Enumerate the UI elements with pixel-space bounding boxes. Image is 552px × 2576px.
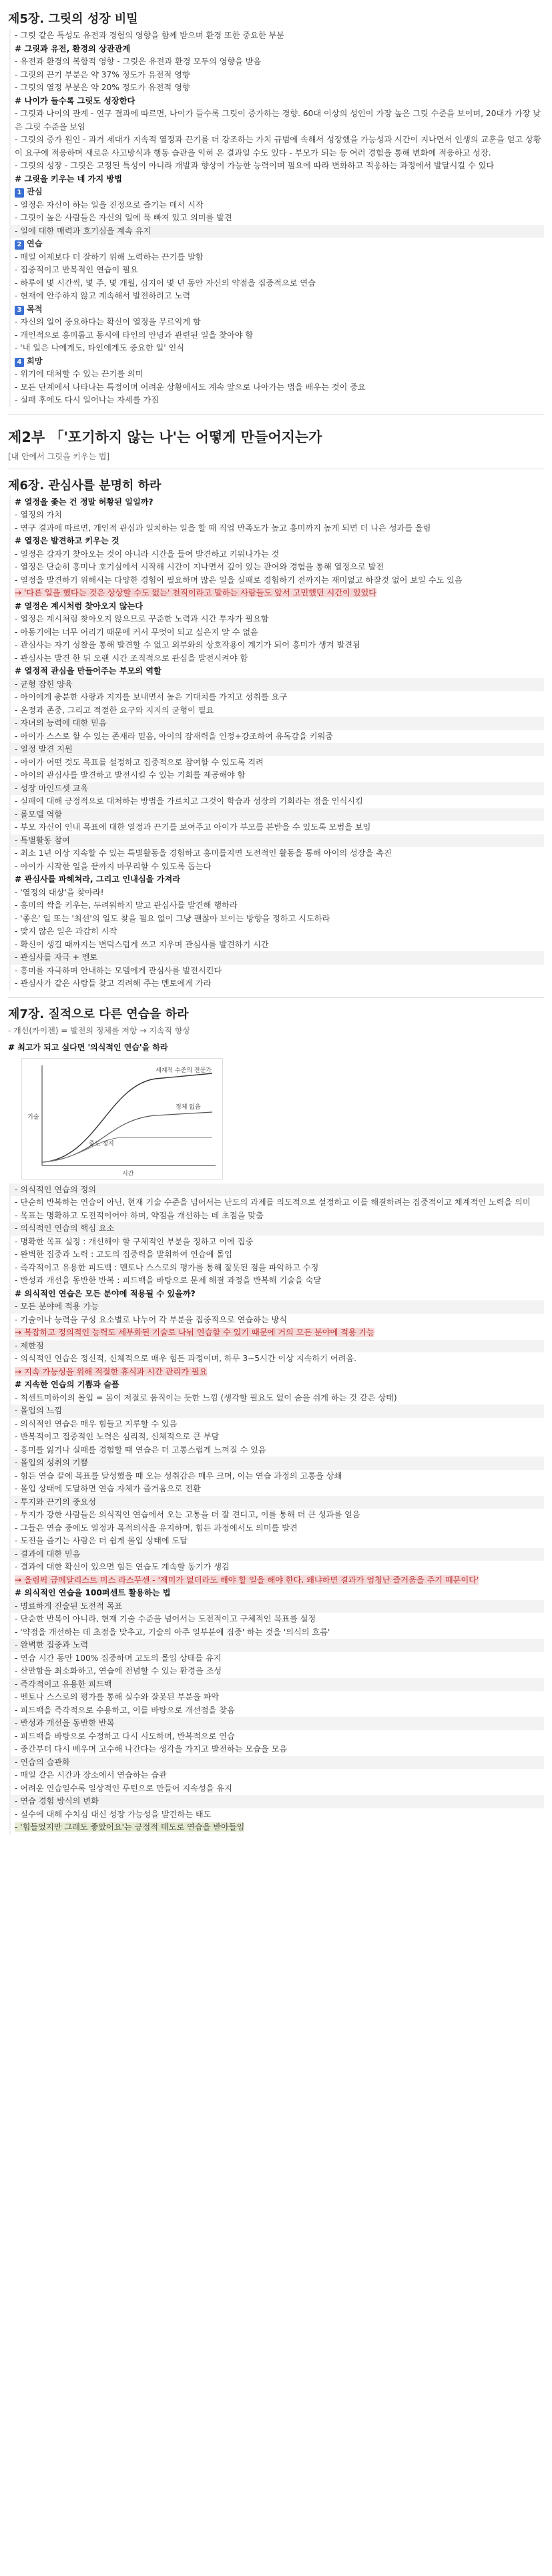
line-text: → 지속 가능성을 위해 적절한 휴식과 시간 관리가 필요 bbox=[15, 1366, 208, 1376]
list-item bbox=[9, 1665, 544, 1678]
list-item bbox=[9, 329, 544, 342]
list-item bbox=[9, 613, 544, 626]
line-text: - 모든 단계에서 나타나는 특정이며 어려운 상황에서도 계속 앞으로 나아가는 법을 배우는 것이 중요 bbox=[15, 382, 366, 392]
list-item bbox=[9, 1808, 544, 1822]
list-item bbox=[9, 1248, 544, 1262]
list-item bbox=[9, 1184, 544, 1197]
line-text: - 그릿과 나이의 관계 - 연구 결과에 따르면, 나이가 들수록 그릿이 증가하는 경향. 60대 이상의 성인이 가장 높은 그릿 수준을 보이며, 20대가 가장 낮은 그릿 수준을 보임 bbox=[15, 109, 541, 132]
numbered-heading bbox=[9, 186, 544, 199]
list-item bbox=[9, 1483, 544, 1496]
list-item bbox=[9, 834, 544, 848]
line-text: - 흥미를 잃거나 실패를 경험할 때 연습은 더 고통스럽게 느껴질 수 있음 bbox=[15, 1445, 266, 1455]
line-text: - 자녀의 능력에 대한 믿음 bbox=[15, 718, 107, 728]
list-item bbox=[9, 1717, 544, 1730]
list-item bbox=[9, 1236, 544, 1249]
list-item bbox=[9, 1626, 544, 1639]
list-item bbox=[9, 1274, 544, 1288]
list-item bbox=[9, 394, 544, 407]
section-heading bbox=[9, 535, 544, 548]
list-item bbox=[9, 1418, 544, 1431]
list-item bbox=[9, 199, 544, 212]
line-text: - 투지가 강한 사람들은 의식적인 연습에서 오는 고통을 더 잘 견디고, 이를 통해 더 큰 성과를 얻음 bbox=[15, 1510, 360, 1519]
list-item bbox=[9, 886, 544, 900]
line-text: # 지속한 연습의 기쁨과 슬픔 bbox=[15, 1380, 119, 1389]
list-item bbox=[9, 639, 544, 652]
line-text: 연습 bbox=[27, 239, 43, 248]
line-text: - 의식적인 연습은 정신적, 신체적으로 매우 힘든 과정이며, 하루 3~5시간 이상 지속하기 어려움. bbox=[15, 1354, 357, 1363]
list-item bbox=[9, 212, 544, 225]
line-text: - 그릿의 증가 원인 - 과거 세대가 지속적 열정과 끈기를 더 강조하는 가치 규범에 속해서 성장했을 가능성과 시간이 지나면서 인생의 교훈을 얻고 상황이 요구에 적응하며 새로운 사고방식과 행동 습관을 익혀 온 결과일 수도 있다 - 부모가 되는 등 여러 경험을 통해 변화에 적응하고 성장. bbox=[15, 135, 541, 158]
list-item bbox=[9, 1262, 544, 1275]
line-text: → 올림픽 금메달리스트 미스 라스무센 - '재미가 없더라도 해야 할 일을 해야 한다. 왜냐하면 결과가 엄청난 즐거움을 주기 때문이다' bbox=[15, 1575, 479, 1585]
line-text: 희망 bbox=[27, 356, 43, 366]
list-item bbox=[9, 522, 544, 535]
list-item bbox=[9, 509, 544, 522]
line-text: - 연구 결과에 따르면, 개인적 관심과 일치하는 일을 할 때 직업 만족도가 높고 흥미까지 높게 되면 더 나은 성과를 올림 bbox=[15, 523, 431, 533]
section-heading bbox=[9, 43, 544, 56]
line-text: - 멘토나 스스로의 평가를 통해 실수와 잘못된 부분을 파악 bbox=[15, 1692, 220, 1702]
line-text: - 그릿의 성장 - 그릿은 고정된 특성이 아니라 개발과 향상이 가능한 능력이며 필요에 따라 변화하고 적응하는 과정에서 발달시킬 수 있다 bbox=[15, 161, 495, 170]
list-item bbox=[9, 561, 544, 574]
line-text: # 관심사를 파헤쳐라, 그리고 인내심을 가져라 bbox=[15, 874, 180, 884]
line-text: - 관심사를 자극 + 멘토 bbox=[15, 953, 98, 962]
list-item bbox=[9, 264, 544, 277]
list-item bbox=[9, 756, 544, 770]
line-text: - 실수에 대해 수치심 대신 성장 가능성을 발견하는 태도 bbox=[15, 1809, 212, 1819]
line-text: - '열정의 대상'을 찾아라! bbox=[15, 887, 104, 897]
list-item bbox=[9, 29, 544, 43]
list-item bbox=[9, 1392, 544, 1405]
divider bbox=[8, 997, 544, 998]
list-item bbox=[9, 965, 544, 978]
section-heading bbox=[9, 1378, 544, 1392]
line-text: - 완벽한 집중과 노력 : 고도의 집중력을 발휘하여 연습에 몰입 bbox=[15, 1250, 232, 1259]
line-text: - 실패에 대해 긍정적으로 대처하는 방법을 가르치고 그것이 학습과 성장의 기회라는 점을 인식시킴 bbox=[15, 796, 363, 806]
line-text: - 실패 후에도 다시 일어나는 자세를 가짐 bbox=[15, 395, 160, 405]
line-text: - 아이가 어떤 것도 목표를 설정하고 집중적으로 참여할 수 있도록 격려 bbox=[15, 757, 264, 767]
line-text: - 그릿의 끈기 부분은 약 37% 정도가 유전적 영향 bbox=[15, 69, 190, 79]
list-item bbox=[9, 1366, 544, 1379]
line-text: - 의식적인 연습의 핵심 요소 bbox=[15, 1224, 115, 1233]
list-item bbox=[9, 1704, 544, 1718]
list-item bbox=[9, 977, 544, 991]
line-text: # 그릿을 키우는 네 가지 방법 bbox=[15, 174, 122, 184]
list-item bbox=[9, 821, 544, 834]
list-item bbox=[9, 1639, 544, 1652]
list-item bbox=[9, 1470, 544, 1483]
list-item bbox=[9, 1756, 544, 1770]
line-text: - 결과에 대한 믿음 bbox=[15, 1549, 81, 1559]
line-text: - 열정은 자신이 하는 일을 진정으로 즐기는 데서 시작 bbox=[15, 200, 204, 210]
line-text: - 단순히 반복하는 연습이 아닌, 현재 기술 수준을 넘어서는 난도의 과제를 의도적으로 설정하고 이를 해결하려는 집중적이고 체계적인 노력을 의미 bbox=[15, 1198, 531, 1207]
line-text: - 단순한 반복이 아니라, 현재 기술 수준을 넘어서는 도전적이고 구체적인 목표를 설정 bbox=[15, 1614, 316, 1623]
line-text: - 기술이나 능력을 구성 요소별로 나누어 각 부분을 집중적으로 연습하는 방식 bbox=[15, 1314, 288, 1324]
chapter7-title: 제7장. 질적으로 다른 연습을 하라 bbox=[8, 1007, 189, 1021]
list-item bbox=[9, 251, 544, 264]
part2-subtitle: [내 안에서 그릿을 키우는 법] bbox=[8, 451, 110, 461]
y-axis-label: 기술 bbox=[27, 1113, 39, 1121]
numbered-heading bbox=[9, 355, 544, 368]
line-text: - 특별활동 참여 bbox=[15, 835, 70, 845]
chapter7-question: # 최고가 되고 싶다면 '의식적인 연습'을 하라 bbox=[8, 1042, 168, 1052]
list-item bbox=[9, 1730, 544, 1744]
line-text: - 위기에 대처할 수 있는 끈기를 의미 bbox=[15, 369, 144, 378]
list-item bbox=[9, 1196, 544, 1210]
number-badge: 3 bbox=[15, 306, 24, 315]
chapter5-title: 제5장. 그릿의 성장 비밀 bbox=[8, 12, 138, 26]
divider bbox=[8, 414, 544, 415]
line-text: - 열정은 갑자기 찾아오는 것이 아니라 시간을 들여 발견하고 키워나가는 것 bbox=[15, 549, 280, 559]
list-item bbox=[9, 1326, 544, 1340]
line-text: # 열정을 좇는 건 정말 허황된 일일까? bbox=[15, 497, 154, 507]
list-item bbox=[9, 548, 544, 561]
list-item bbox=[9, 899, 544, 913]
list-item bbox=[9, 925, 544, 939]
section-heading bbox=[9, 1587, 544, 1600]
line-text: - 그들은 연습 중에도 열정과 목적의식을 유지하며, 힘든 과정에서도 의미를 발견 bbox=[15, 1523, 298, 1533]
line-text: - '힘들었지만 그래도 좋았어요'는 긍정적 태도로 연습을 받아들임 bbox=[15, 1822, 245, 1832]
list-item bbox=[9, 1821, 544, 1834]
list-item bbox=[9, 1678, 544, 1692]
list-item bbox=[9, 1496, 544, 1509]
line-text: - 매일 같은 시간과 장소에서 연습하는 습관 bbox=[15, 1770, 167, 1780]
line-text: - 목표는 명확하고 도전적이어야 하며, 약점을 개선하는 데 초점을 맞춤 bbox=[15, 1210, 264, 1220]
list-item bbox=[9, 381, 544, 395]
section-heading bbox=[9, 173, 544, 186]
line-text: - 관심사가 같은 사람들 찾고 격려해 주는 멘토에게 가라 bbox=[15, 979, 212, 988]
list-item bbox=[9, 1743, 544, 1756]
line-text: - 그릿의 열정 부분은 약 20% 정도가 유전적 영향 bbox=[15, 83, 190, 92]
line-text: - 아동기에는 너무 어리기 때문에 커서 무엇이 되고 싶은지 알 수 없음 bbox=[15, 627, 258, 637]
line-text: - 즉각적이고 유용한 피드백 : 멘토나 스스로의 평가를 통해 잘못된 점을 파악하고 수정 bbox=[15, 1262, 319, 1272]
line-text: - 균형 잡힌 양육 bbox=[15, 679, 73, 689]
line-text: → 복잡하고 정의적인 능력도 세부화된 기술로 나눠 연습할 수 있기 때문에 거의 모든 분야에 적용 가능 bbox=[15, 1328, 375, 1337]
line-text: - 관심사는 발견 한 뒤 오랜 시간 조직적으로 관심을 발전시켜야 함 bbox=[15, 653, 248, 663]
list-item bbox=[9, 1210, 544, 1223]
line-text: - 열정 발견 지원 bbox=[15, 744, 73, 754]
practice-curve-svg bbox=[22, 1059, 222, 1179]
list-item bbox=[9, 1652, 544, 1665]
line-text: - 반성과 개선을 동반한 반복 bbox=[15, 1718, 115, 1728]
list-item bbox=[9, 160, 544, 173]
curve-arrested-label: 중도 정지 bbox=[89, 1140, 114, 1147]
line-text: 목적 bbox=[27, 304, 43, 314]
list-item bbox=[9, 1222, 544, 1236]
list-item bbox=[9, 574, 544, 587]
curve-arrested bbox=[42, 1137, 212, 1162]
part2-title: 제2부 「'포기하지 않는 나'는 어떻게 만들어지는가 bbox=[8, 429, 322, 445]
section-heading bbox=[9, 95, 544, 108]
list-item bbox=[9, 1795, 544, 1808]
line-text: - 열정을 발견하기 위해서는 다양한 경험이 필요하며 많은 일을 실패로 경험하기 전까지는 재미없고 하잘것 없어 보일 수도 있음 bbox=[15, 575, 463, 585]
line-text: - 의식적인 연습의 정의 bbox=[15, 1184, 96, 1194]
list-item bbox=[9, 225, 544, 238]
line-text: - 집중적이고 반복적인 연습이 필요 bbox=[15, 265, 138, 274]
list-item bbox=[9, 913, 544, 926]
line-text: - 의식적인 연습은 매우 힘들고 지루할 수 있음 bbox=[15, 1419, 178, 1429]
list-item bbox=[9, 587, 544, 600]
line-text: - 명료하게 진술된 도전적 목표 bbox=[15, 1601, 123, 1611]
line-text: - 어려운 연습일수록 일상적인 루틴으로 만들어 지속성을 유지 bbox=[15, 1783, 232, 1793]
list-item bbox=[9, 1769, 544, 1782]
line-text: - 연습 경험 방식의 변화 bbox=[15, 1796, 99, 1806]
line-text: - 반성과 개선을 동반한 반복 : 피드백을 바탕으로 문제 해결 과정을 반복해 기술을 숙달 bbox=[15, 1276, 322, 1285]
line-text: - 하루에 몇 시간씩, 몇 주, 몇 개월, 심지어 몇 년 동안 자신의 약점을 집중적으로 연습 bbox=[15, 278, 316, 288]
list-item bbox=[9, 704, 544, 718]
list-item bbox=[9, 951, 544, 965]
line-text: - 완벽한 집중과 노력 bbox=[15, 1640, 89, 1649]
line-text: - 관심사는 자기 성찰을 통해 발견할 수 없고 외부와의 상호작용이 계기가 되어 흥미가 생겨 발견됨 bbox=[15, 640, 360, 650]
section-heading bbox=[9, 873, 544, 886]
list-item bbox=[9, 717, 544, 730]
practice-curve-figure bbox=[21, 1058, 223, 1180]
line-text: - 명확한 목표 설정 : 개선해야 할 구체적인 부분을 정하고 이에 집중 bbox=[15, 1236, 254, 1246]
line-text: - 열정은 계시처럼 찾아오지 않으므로 꾸준한 노력과 시간 투자가 필요함 bbox=[15, 614, 269, 623]
line-text: # 열정은 계시처럼 찾아오지 않는다 bbox=[15, 601, 144, 611]
list-item bbox=[9, 730, 544, 744]
list-item bbox=[9, 1314, 544, 1327]
section-heading bbox=[9, 665, 544, 678]
line-text: - 일에 대한 매력과 호기심을 계속 유지 bbox=[15, 226, 152, 236]
line-text: - 그릿 같은 특성도 유전과 경험의 영향을 함께 받으며 환경 또한 중요한 부분 bbox=[15, 31, 285, 40]
list-item bbox=[9, 939, 544, 952]
list-item bbox=[9, 626, 544, 639]
line-text: - 흥미의 싹을 키우는, 두려워하지 말고 관심사를 발견해 행하라 bbox=[15, 900, 238, 910]
list-item bbox=[9, 652, 544, 666]
curve-expert bbox=[42, 1073, 212, 1162]
line-text: - 피드백을 즉각적으로 수용하고, 이를 바탕으로 개선점을 찾음 bbox=[15, 1705, 235, 1715]
section-heading bbox=[9, 1288, 544, 1301]
chapter7-list bbox=[8, 1184, 544, 1834]
list-item bbox=[9, 1522, 544, 1535]
section-heading bbox=[9, 600, 544, 613]
list-item bbox=[9, 81, 544, 95]
line-text: - 몰입의 느낌 bbox=[15, 1406, 63, 1415]
line-text: - 몰입 상태에 도달하면 연습 자체가 즐거움으로 전환 bbox=[15, 1484, 201, 1493]
list-item bbox=[9, 1431, 544, 1444]
numbered-heading bbox=[9, 238, 544, 251]
list-item bbox=[9, 678, 544, 692]
list-item bbox=[9, 134, 544, 160]
list-item bbox=[9, 316, 544, 329]
list-item bbox=[9, 55, 544, 69]
list-item bbox=[9, 107, 544, 134]
line-text: # 의식적인 연습은 모든 분야에 적용될 수 있을까? bbox=[15, 1288, 196, 1298]
line-text: - 그릿이 높은 사람들은 자신의 일에 푹 빠져 있고 의미를 발견 bbox=[15, 213, 232, 222]
number-badge: 2 bbox=[15, 240, 24, 250]
list-item bbox=[9, 1782, 544, 1796]
line-text: - 결과에 대한 확신이 있으면 힘든 연습도 계속할 동기가 생김 bbox=[15, 1562, 230, 1571]
list-item bbox=[9, 808, 544, 822]
list-item bbox=[9, 1574, 544, 1587]
list-item bbox=[9, 69, 544, 82]
list-item bbox=[9, 782, 544, 796]
chapter6-list bbox=[8, 496, 544, 991]
line-text: - 연습 시간 동안 100% 집중하며 고도의 몰입 상태를 유지 bbox=[15, 1653, 222, 1663]
chapter7-intro: - 개선(카이젠) = 발전의 정체를 저항 → 지속적 향상 bbox=[8, 1025, 190, 1035]
list-item bbox=[9, 1457, 544, 1470]
line-text: - 부모 자신이 인내 목표에 대한 열정과 끈기를 보여주고 아이가 부모를 본받을 수 있도록 모범을 보임 bbox=[15, 822, 371, 832]
list-item bbox=[9, 860, 544, 874]
list-item bbox=[9, 1600, 544, 1613]
line-text: # 나이가 들수록 그릿도 성장한다 bbox=[15, 95, 135, 105]
line-text: - 최소 1년 이상 지속할 수 있는 특별활동을 경험하고 흥미를지면 도전적인 활동을 통해 아이의 성장을 촉진 bbox=[15, 848, 392, 858]
line-text: - 피드백을 바탕으로 수정하고 다시 시도하며, 반복적으로 연습 bbox=[15, 1731, 235, 1741]
line-text: - 반복적이고 집중적인 노력은 심리적, 신체적으로 큰 부담 bbox=[15, 1432, 220, 1441]
list-item bbox=[9, 1352, 544, 1366]
list-item bbox=[9, 1444, 544, 1457]
line-text: - 흥미를 자극하며 안내하는 모델에게 관심사를 발전시킨다 bbox=[15, 965, 222, 975]
list-item bbox=[9, 743, 544, 756]
line-text: → '다른 일을 했다는 것은 상상할 수도 없는' 천직이라고 말하는 사람들도 앞서 고민했던 시간이 있었다 bbox=[15, 588, 377, 597]
line-text: - 아이의 관심사를 발견하고 발전시킬 수 있는 기회를 제공해야 함 bbox=[15, 770, 246, 780]
list-item bbox=[9, 847, 544, 860]
list-item bbox=[9, 1561, 544, 1574]
line-text: - 즉각적이고 유용한 피드백 bbox=[15, 1679, 112, 1689]
line-text: - 성장 마인드셋 교육 bbox=[15, 783, 89, 793]
numbered-heading bbox=[9, 303, 544, 316]
line-text: - 연습의 습관화 bbox=[15, 1757, 70, 1767]
part2-header bbox=[8, 427, 544, 447]
line-text: - 산만함을 최소화하고, 연습에 전념할 수 있는 환경을 조성 bbox=[15, 1666, 222, 1676]
line-text: - 제한점 bbox=[15, 1340, 44, 1350]
list-item bbox=[9, 795, 544, 808]
line-text: - 몰입의 성취의 기쁨 bbox=[15, 1458, 89, 1467]
line-text: - '좋은' 일 또는 '최선'의 일도 찾을 필요 없이 그냥 괜찮아 보이는 방향을 정하고 시도하라 bbox=[15, 913, 330, 923]
line-text: # 열정은 발견하고 키우는 것 bbox=[15, 536, 119, 545]
line-text: - 힘든 연습 끝에 목표를 달성했을 때 오는 성취감은 매우 크며, 이는 연습 과정의 고통을 상쇄 bbox=[15, 1471, 342, 1481]
line-text: - 투지와 끈기의 중요성 bbox=[15, 1497, 96, 1507]
line-text: # 의식적인 연습을 100퍼센트 활용하는 법 bbox=[15, 1588, 171, 1597]
line-text: - 유전과 환경의 복합적 영향 - 그릿은 유전과 환경 모두의 영향을 받음 bbox=[15, 57, 262, 66]
list-item bbox=[9, 1548, 544, 1561]
curve-plateau-label: 정체 없음 bbox=[176, 1103, 201, 1111]
list-item bbox=[9, 277, 544, 290]
list-item bbox=[9, 1535, 544, 1548]
line-text: - 온정과 존중, 그리고 적절한 요구와 지지의 균형이 필요 bbox=[15, 705, 214, 715]
line-text: - 맞지 않은 일은 과감히 시작 bbox=[15, 927, 117, 936]
line-text: - 롤모델 역할 bbox=[15, 809, 63, 819]
list-item bbox=[9, 290, 544, 303]
line-text: - 매일 어제보다 더 잘하기 위해 노력하는 끈기를 말함 bbox=[15, 252, 204, 262]
line-text: # 열정적 관심을 만들어주는 부모의 역할 bbox=[15, 666, 162, 676]
list-item bbox=[9, 368, 544, 381]
list-item bbox=[9, 1340, 544, 1353]
list-item bbox=[9, 691, 544, 704]
chapter5-list bbox=[8, 29, 544, 407]
list-item bbox=[9, 1404, 544, 1418]
x-axis-label: 시간 bbox=[122, 1170, 134, 1178]
line-text: - 개인적으로 흥미롭고 동시에 타인의 안녕과 관련된 일을 찾아야 함 bbox=[15, 330, 254, 340]
line-text: - 자신의 일이 중요하다는 확신이 열정을 무르익게 함 bbox=[15, 317, 201, 326]
line-text: - 모든 분야에 적용 가능 bbox=[15, 1302, 99, 1311]
line-text: - 현재에 안주하지 않고 계속해서 발전하려고 노력 bbox=[15, 291, 191, 300]
list-item bbox=[9, 1691, 544, 1704]
curve-expert-label: 세계적 수준의 전문가 bbox=[156, 1067, 212, 1074]
chapter6-title: 제6장. 관심사를 분명히 하라 bbox=[8, 478, 162, 493]
line-text: - 도전을 즐기는 사람은 더 쉽게 몰입 상태에 도달 bbox=[15, 1536, 188, 1545]
line-text: - 열정의 가치 bbox=[15, 510, 63, 519]
list-item bbox=[9, 769, 544, 782]
line-text: - 아이에게 충분한 사랑과 지지를 보내면서 높은 기대치를 가지고 성취를 요구 bbox=[15, 692, 288, 702]
line-text: - 중간부터 다시 배우며 고수해 나간다는 생각을 가지고 발전하는 모습을 모음 bbox=[15, 1744, 288, 1754]
line-text: # 그릿과 유전, 환경의 상관관계 bbox=[15, 43, 131, 53]
number-badge: 4 bbox=[15, 358, 24, 367]
line-text: 관심 bbox=[27, 187, 43, 196]
line-text: - '약점을 개선하는 데 초점을 맞추고, 기술의 아주 일부분에 집중' 하는 것을 '의식의 흐름' bbox=[15, 1627, 330, 1637]
number-badge: 1 bbox=[15, 188, 24, 198]
line-text: - 확신이 생길 때까지는 변덕스럽게 쓰고 지우며 관심사를 발견하기 시간 bbox=[15, 939, 269, 949]
line-text: - 아이가 시작한 일을 끝까지 마무리할 수 있도록 돕는다 bbox=[15, 861, 212, 871]
line-text: - 아이가 스스로 할 수 있는 존재라 믿음, 아이의 잠재력을 인정+강조하여 유독감을 키워줌 bbox=[15, 731, 334, 741]
line-text: - 칙센트미하이의 몰입 = 몸이 저절로 움직이는 듯한 느낌 (생각할 필요도 없이 숨을 쉬게 하는 것 같은 상태) bbox=[15, 1392, 397, 1402]
list-item bbox=[9, 342, 544, 355]
list-item bbox=[9, 1509, 544, 1522]
list-item bbox=[9, 1613, 544, 1626]
section-heading bbox=[9, 496, 544, 509]
line-text: - 열정은 단순히 흥미나 호기심에서 시작해 시간이 지나면서 깊이 있는 관여와 경험을 통해 열정으로 발전 bbox=[15, 562, 384, 571]
list-item bbox=[9, 1300, 544, 1314]
line-text: - '내 일은 나에게도, 타인에게도 중요한 일' 인식 bbox=[15, 343, 185, 352]
